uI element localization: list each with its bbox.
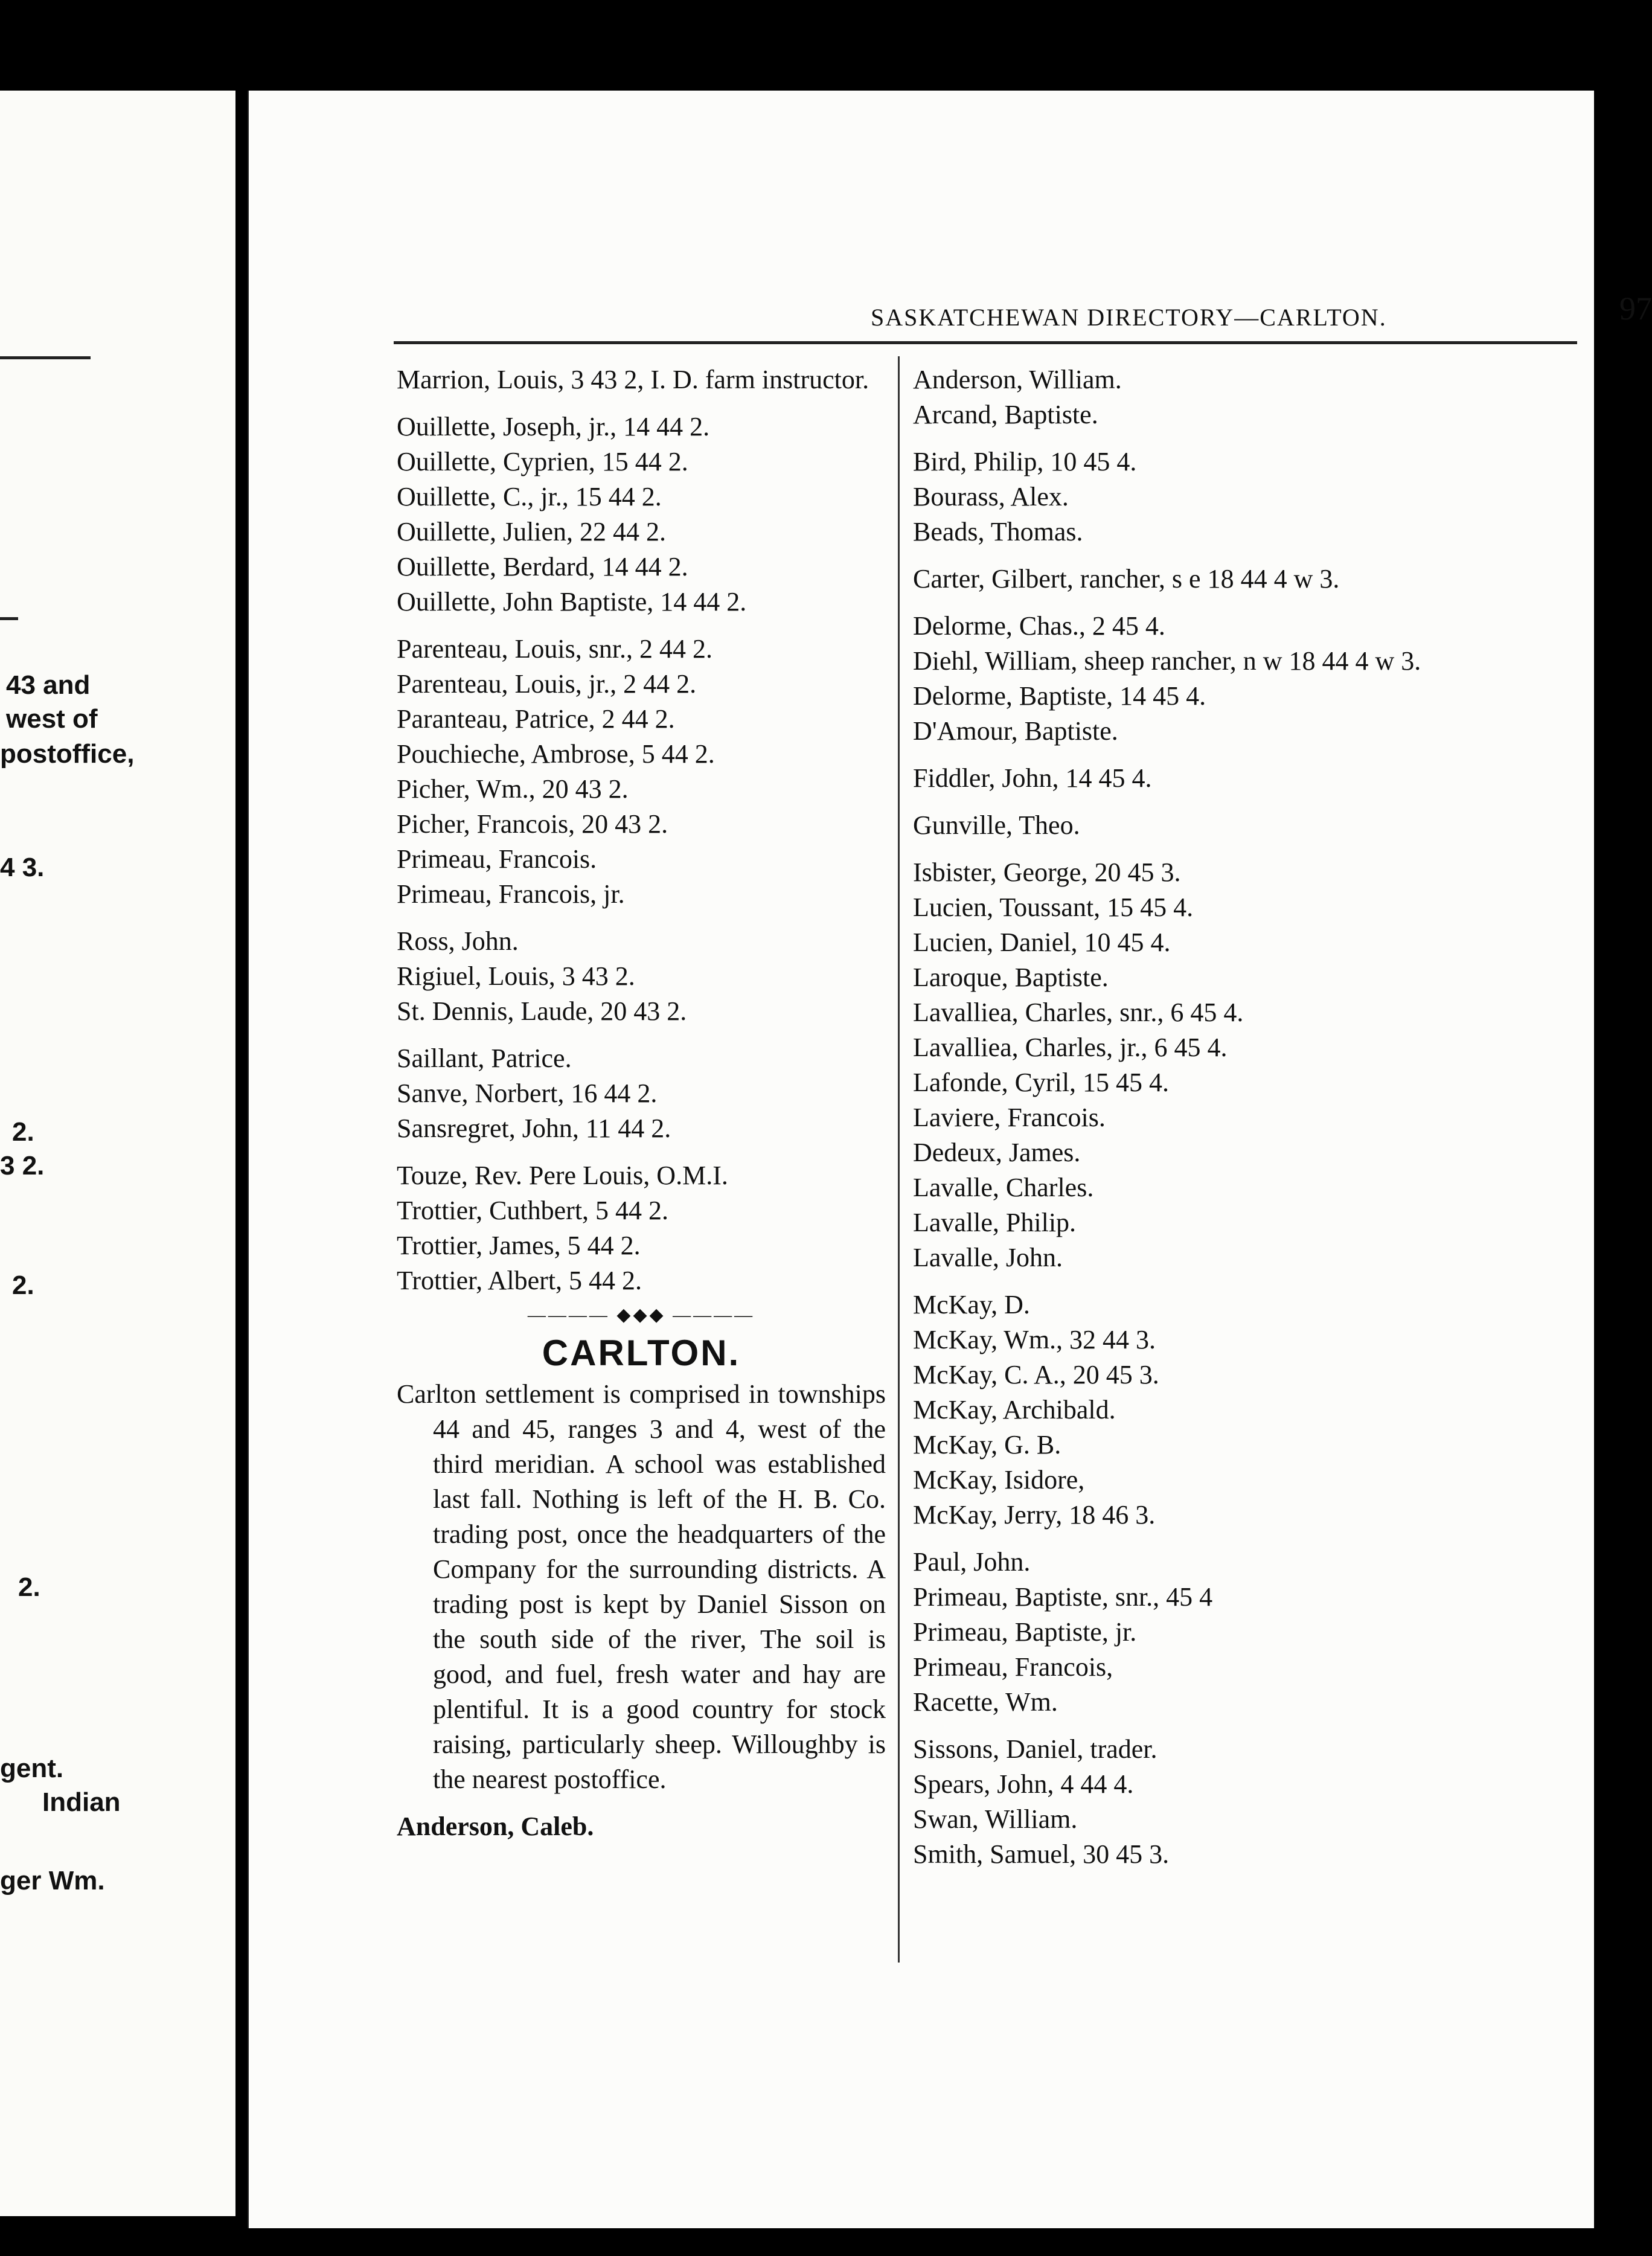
- directory-entry: Ouillette, Cyprien, 15 44 2.: [397, 447, 688, 476]
- directory-entry: Primeau, Baptiste, jr.: [913, 1617, 1137, 1647]
- directory-entry: Bird, Philip, 10 45 4.: [913, 447, 1137, 476]
- facing-page-fragment: postoffice,: [0, 739, 135, 769]
- directory-entry: Trottier, Cuthbert, 5 44 2.: [397, 1196, 669, 1225]
- directory-entry: McKay, Jerry, 18 46 3.: [913, 1500, 1156, 1530]
- directory-entry: Pouchieche, Ambrose, 5 44 2.: [397, 739, 715, 769]
- directory-entry: Lavalliea, Charles, snr., 6 45 4.: [913, 998, 1244, 1027]
- directory-entry: Ross, John.: [397, 926, 519, 956]
- facing-page-fragment: 2.: [18, 1572, 40, 1602]
- directory-entry: Touze, Rev. Pere Louis, O.M.I.: [397, 1161, 728, 1190]
- directory-entry: Parenteau, Louis, jr., 2 44 2.: [397, 669, 697, 699]
- directory-entry: McKay, D.: [913, 1290, 1030, 1319]
- directory-entry: Trottier, James, 5 44 2.: [397, 1231, 641, 1260]
- directory-entry: McKay, G. B.: [913, 1430, 1061, 1460]
- directory-entry: Saillant, Patrice.: [397, 1043, 572, 1073]
- directory-entry: Sissons, Daniel, trader.: [913, 1734, 1157, 1764]
- facing-page-fragment: 2.: [12, 1271, 34, 1300]
- directory-entry: Primeau, Francois, jr.: [397, 879, 625, 909]
- right-column: [913, 362, 1583, 1872]
- running-head: SASKATCHEWAN DIRECTORY—CARLTON.: [871, 304, 1387, 331]
- section-title: CARLTON.: [542, 1333, 741, 1373]
- page-number: 97: [1619, 290, 1652, 327]
- directory-entry: Fiddler, John, 14 45 4.: [913, 763, 1152, 793]
- directory-entry: Ouillette, Berdard, 14 44 2.: [397, 552, 688, 582]
- directory-entry: Delorme, Chas., 2 45 4.: [913, 611, 1165, 641]
- directory-entry: D'Amour, Baptiste.: [913, 716, 1118, 746]
- directory-entry: Beads, Thomas.: [913, 517, 1083, 546]
- facing-page-fragment: west of: [6, 704, 98, 734]
- facing-page-fragment: ger Wm.: [0, 1866, 105, 1895]
- directory-entry: Dedeux, James.: [913, 1138, 1081, 1167]
- directory-entry: Picher, Francois, 20 43 2.: [397, 809, 668, 839]
- directory-entry: Ouillette, John Baptiste, 14 44 2.: [397, 587, 747, 617]
- directory-entry: Ouillette, Joseph, jr., 14 44 2.: [397, 412, 710, 441]
- directory-entry: Parenteau, Louis, snr., 2 44 2.: [397, 634, 713, 664]
- directory-entry: Ouillette, C., jr., 15 44 2.: [397, 482, 662, 511]
- directory-entry: Paul, John.: [913, 1547, 1031, 1577]
- facing-page-edge: [0, 91, 235, 2216]
- directory-entry: Carter, Gilbert, rancher, s e 18 44 4 w 3.: [913, 564, 1340, 594]
- directory-entry: Diehl, William, sheep rancher, n w 18 44 4 w 3.: [913, 646, 1421, 676]
- directory-entry: Lucien, Toussant, 15 45 4.: [913, 892, 1194, 922]
- directory-entry: Lavalliea, Charles, jr., 6 45 4.: [913, 1033, 1228, 1062]
- directory-entry: Bourass, Alex.: [913, 482, 1069, 511]
- directory-entry: Racette, Wm.: [913, 1687, 1058, 1717]
- facing-page-fragment: 2.: [12, 1117, 34, 1147]
- header-rule: [394, 341, 1577, 344]
- directory-entry: Lavalle, Charles.: [913, 1173, 1094, 1202]
- directory-entry: Anderson, Caleb.: [397, 1812, 594, 1841]
- section-paragraph: Carlton settlement is comprised in townships 44 and 45, ranges 3 and 4, west of the third meridian. A school was established last fall. Nothing is left of the H. B. Co. trading post, once the headquarters of the Company for the surrounding districts. A trading post is kept by Daniel Sisson on the south side of the river, The soil is good, and fuel, fresh water and hay are plentiful. It is a good country for stock raising, particularly sheep. Willoughby is the nearest postoffice.: [397, 1379, 886, 1794]
- directory-entry: Swan, William.: [913, 1804, 1078, 1834]
- directory-entry: Sanve, Norbert, 16 44 2.: [397, 1078, 658, 1108]
- directory-entry: Laviere, Francois.: [913, 1103, 1106, 1132]
- directory-entry: McKay, Isidore,: [913, 1465, 1085, 1495]
- directory-entry: Rigiuel, Louis, 3 43 2.: [397, 961, 635, 991]
- directory-entry: Delorme, Baptiste, 14 45 4.: [913, 681, 1206, 711]
- directory-entry: Isbister, George, 20 45 3.: [913, 857, 1181, 887]
- directory-entry: Laroque, Baptiste.: [913, 963, 1109, 992]
- directory-page: [248, 91, 1652, 2228]
- facing-page-rule: [0, 356, 91, 359]
- directory-entry: Smith, Samuel, 30 45 3.: [913, 1839, 1170, 1869]
- facing-page-fragment: gent.: [0, 1754, 64, 1783]
- facing-page-rule: [0, 617, 18, 620]
- directory-entry: Gunville, Theo.: [913, 810, 1080, 840]
- directory-entry: Sansregret, John, 11 44 2.: [397, 1114, 671, 1143]
- directory-entry: Lafonde, Cyril, 15 45 4.: [913, 1068, 1170, 1097]
- directory-entry: Arcand, Baptiste.: [913, 400, 1098, 429]
- directory-entry: Lucien, Daniel, 10 45 4.: [913, 928, 1171, 957]
- directory-entry: Marrion, Louis, 3 43 2, I. D. farm instructor.: [397, 365, 869, 394]
- page-gutter: [235, 0, 248, 2256]
- directory-entry: Paranteau, Patrice, 2 44 2.: [397, 704, 675, 734]
- directory-entry: Primeau, Francois,: [913, 1652, 1113, 1682]
- facing-page-fragment: 4 3.: [0, 853, 45, 882]
- left-column: [397, 362, 886, 1844]
- facing-page-fragment: 3 2.: [0, 1151, 45, 1181]
- directory-entry: Primeau, Baptiste, snr., 45 4: [913, 1582, 1213, 1612]
- column-divider: [898, 356, 900, 1963]
- directory-entry: Primeau, Francois.: [397, 844, 597, 874]
- directory-entry: St. Dennis, Laude, 20 43 2.: [397, 996, 687, 1026]
- scan-border: [1594, 0, 1618, 2256]
- directory-entry: Ouillette, Julien, 22 44 2.: [397, 517, 667, 546]
- directory-entry: Anderson, William.: [913, 365, 1122, 394]
- directory-entry: Spears, John, 4 44 4.: [913, 1769, 1134, 1799]
- facing-page-fragment: Indian: [42, 1787, 121, 1817]
- directory-entry: McKay, Wm., 32 44 3.: [913, 1325, 1156, 1354]
- ornament-divider: ———— ◆◆◆ ————: [527, 1305, 755, 1325]
- facing-page-fragment: 43 and: [6, 670, 91, 700]
- directory-entry: Lavalle, John.: [913, 1243, 1063, 1272]
- directory-entry: Trottier, Albert, 5 44 2.: [397, 1266, 642, 1295]
- directory-entry: McKay, C. A., 20 45 3.: [913, 1360, 1159, 1389]
- directory-entry: McKay, Archibald.: [913, 1395, 1116, 1424]
- directory-entry: Lavalle, Philip.: [913, 1208, 1077, 1237]
- directory-entry: Picher, Wm., 20 43 2.: [397, 774, 629, 804]
